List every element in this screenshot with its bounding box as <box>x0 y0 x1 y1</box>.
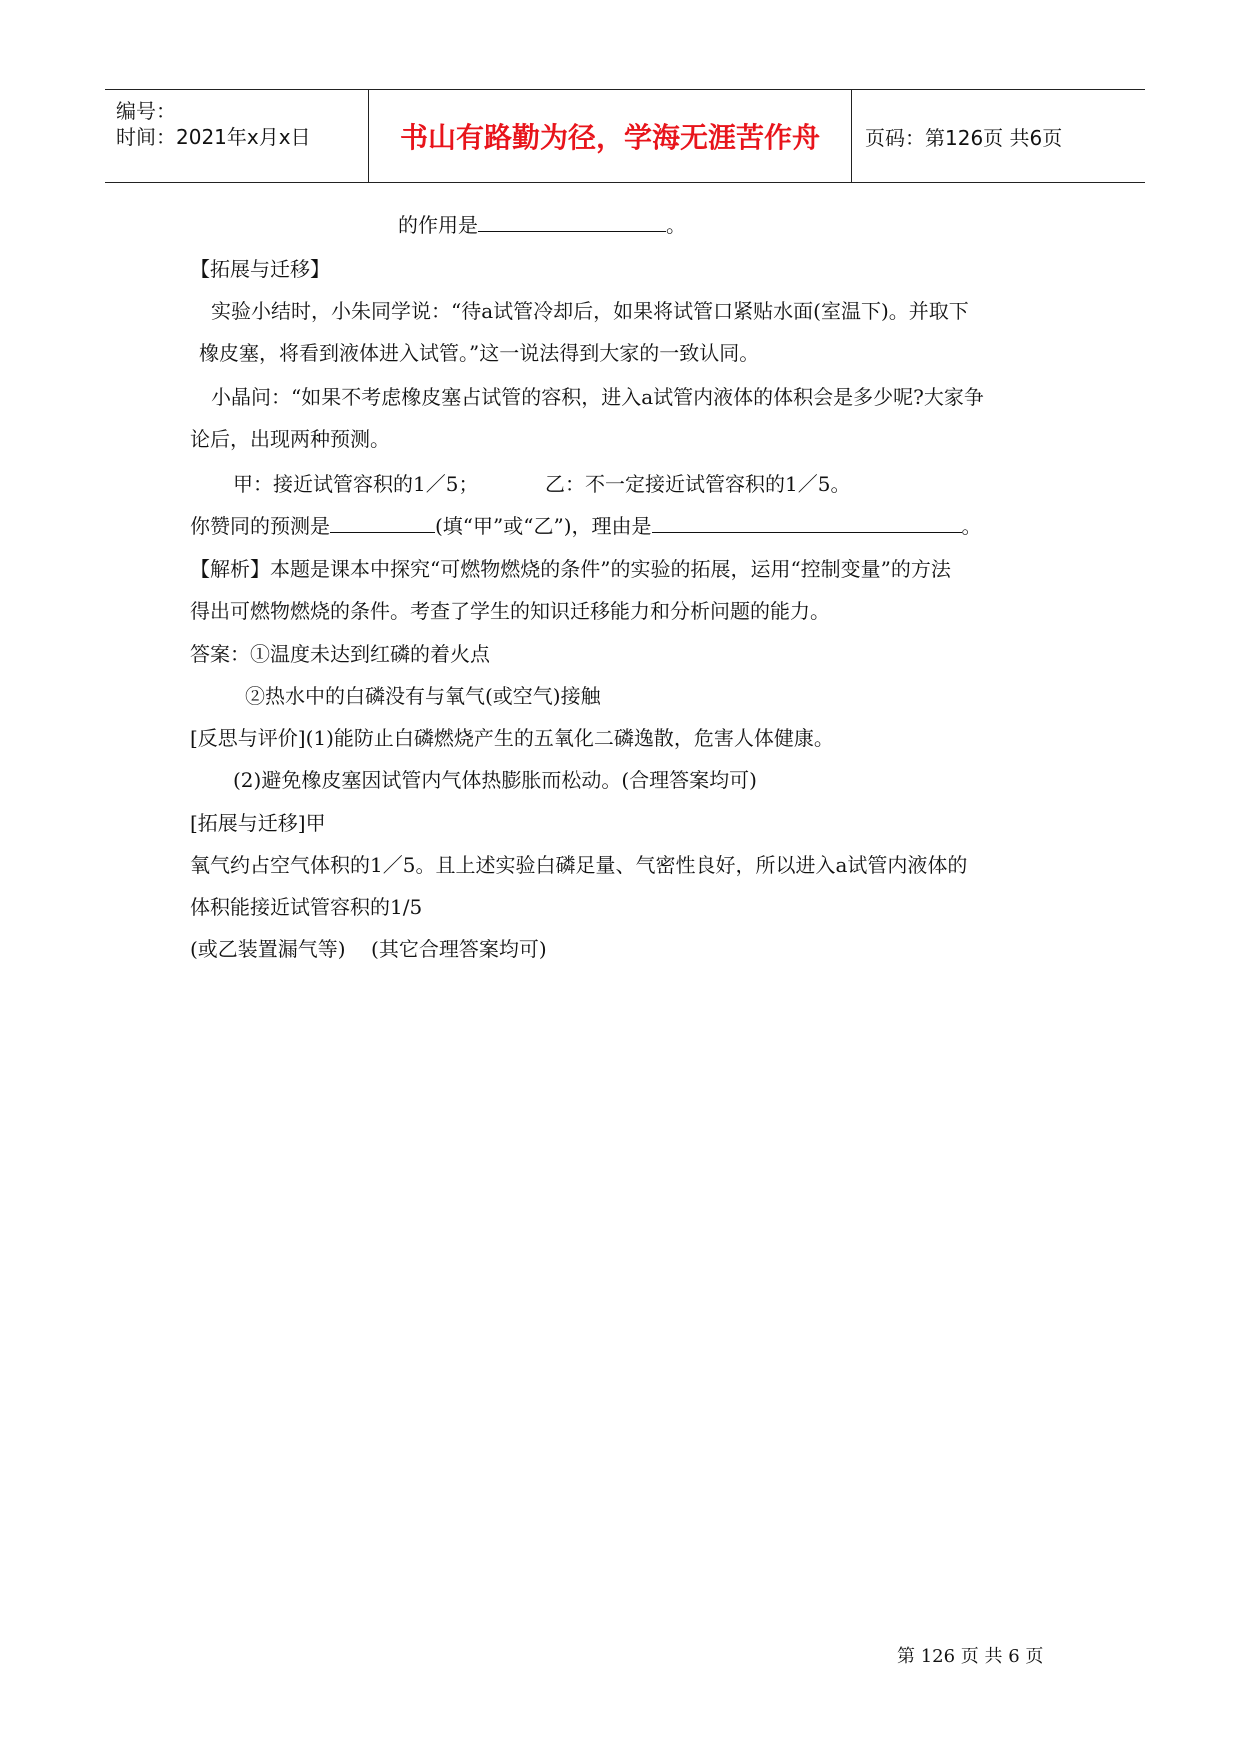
question-line <box>190 514 982 538</box>
purpose-label: 的作用是 <box>398 213 478 237</box>
answer-blank-choice[interactable] <box>330 514 435 533</box>
answer-blank-purpose[interactable] <box>478 213 666 232</box>
page-header <box>105 89 1145 183</box>
motto-text: 书山有路勤为径，学海无涯苦作舟 <box>399 121 820 154</box>
option-jia: 甲：接近试管容积的1／5； <box>233 472 479 496</box>
header-motto <box>369 90 852 182</box>
time-label: 时间：2021年x月x日 <box>116 125 311 149</box>
question-end: 。 <box>961 514 982 538</box>
expand-answer: [拓展与迁移]甲 <box>190 811 326 835</box>
analysis-line-1: 【解析】本题是课本中探究“可燃物燃烧的条件”的实验的拓展，运用“控制变量”的方法 <box>190 557 951 581</box>
reflect-line-1: [反思与评价](1)能防止白磷燃烧产生的五氧化二磷逸散，危害人体健康。 <box>190 726 834 750</box>
line-purpose <box>398 213 686 237</box>
header-meta <box>105 90 369 182</box>
analysis-line-2: 得出可燃物燃烧的条件。考查了学生的知识迁移能力和分析问题的能力。 <box>190 599 830 623</box>
paragraph-2-line-2: 论后，出现两种预测。 <box>190 427 390 451</box>
answer-line-2: ②热水中的白磷没有与氧气(或空气)接触 <box>245 684 601 708</box>
page-footer: 第 126 页 共 6 页 <box>897 1646 1044 1667</box>
answer-line-1: 答案：①温度未达到红磷的着火点 <box>190 642 490 666</box>
serial-label: 编号： <box>116 99 176 123</box>
option-yi: 乙：不一定接近试管容积的1／5。 <box>545 472 851 496</box>
question-middle: (填“甲”或“乙”)，理由是 <box>435 514 652 538</box>
page-info-text: 页码：第126页 共6页 <box>865 125 1063 150</box>
question-label: 你赞同的预测是 <box>190 514 330 538</box>
header-page-info <box>852 90 1145 182</box>
paragraph-2-line-1: 小晶问：“如果不考虑橡皮塞占试管的容积，进入a试管内液体的体积会是多少呢?大家争 <box>211 385 984 409</box>
paragraph-1-line-1: 实验小结时，小朱同学说：“待a试管冷却后，如果将试管口紧贴水面(室温下)。并取下 <box>211 299 969 323</box>
reason-line-1: 氧气约占空气体积的1／5。且上述实验白磷足量、气密性良好，所以进入a试管内液体的 <box>190 853 968 877</box>
purpose-end: 。 <box>666 213 686 237</box>
answer-blank-reason[interactable] <box>652 514 962 533</box>
section-expand-heading: 【拓展与迁移】 <box>190 257 330 281</box>
reflect-line-2: (2)避免橡皮塞因试管内气体热膨胀而松动。(合理答案均可) <box>233 768 757 792</box>
reason-line-2: 体积能接近试管容积的1/5 <box>190 895 423 919</box>
paragraph-1-line-2: 橡皮塞，将看到液体进入试管。”这一说法得到大家的一致认同。 <box>199 341 760 365</box>
reason-line-3: (或乙装置漏气等) (其它合理答案均可) <box>190 937 547 961</box>
